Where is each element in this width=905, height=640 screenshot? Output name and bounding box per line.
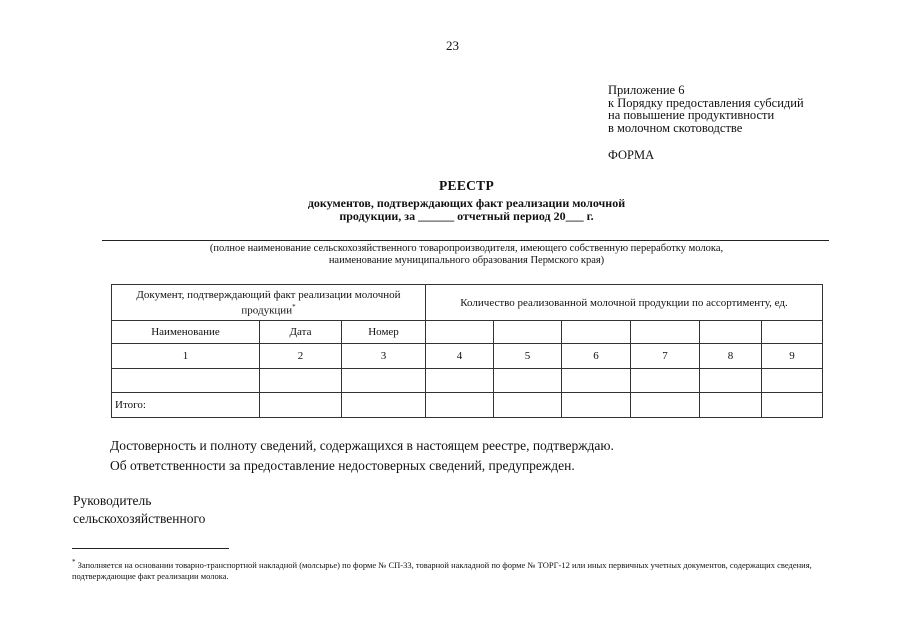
appendix-line: к Порядку предоставления субсидий — [608, 95, 804, 110]
form-label: ФОРМА — [608, 148, 655, 162]
registry-subtitle-line: продукции, за ______ отчетный период 20___ г. — [339, 209, 594, 223]
table-cell[interactable] — [494, 369, 562, 393]
appendix-line: Приложение 6 — [608, 83, 685, 97]
page-number: 23 — [446, 38, 459, 53]
table-cell[interactable] — [562, 321, 631, 344]
table-cell[interactable] — [426, 393, 494, 418]
fill-in-caption-line: (полное наименование сельскохозяйственного товаропроизводителя, имеющего собственную переработку молока, — [209, 243, 724, 254]
table-cell[interactable] — [562, 393, 631, 418]
column-number: 9 — [762, 344, 823, 369]
document-group-header-text: Документ, подтверждающий факт реализации молочной продукции — [136, 288, 401, 317]
registry-subtitle-line: документов, подтверждающих факт реализации молочной — [307, 196, 626, 210]
table-header-row — [112, 285, 823, 321]
table-cell[interactable] — [631, 393, 700, 418]
column-number: 7 — [631, 344, 700, 369]
registry-subtitle — [0, 197, 905, 223]
quantity-group-header: Количество реализованной молочной продукции по ассортименту, ед. — [426, 285, 823, 321]
table-cell[interactable] — [631, 369, 700, 393]
column-number: 1 — [112, 344, 260, 369]
total-row — [112, 393, 823, 418]
table-cell[interactable] — [762, 321, 823, 344]
appendix-line: на повышение продуктивности — [608, 108, 775, 122]
column-number: 8 — [700, 344, 762, 369]
col-header-name: Наименование — [112, 321, 260, 344]
table-cell[interactable] — [562, 369, 631, 393]
registry-table — [111, 284, 823, 418]
column-number: 2 — [260, 344, 342, 369]
signature-title-cont: сельскохозяйственного — [73, 511, 206, 526]
fill-in-caption — [0, 243, 905, 267]
table-cell[interactable] — [342, 369, 426, 393]
table-cell[interactable] — [342, 393, 426, 418]
table-cell[interactable] — [260, 393, 342, 418]
fill-in-line — [102, 240, 829, 241]
footnote-marker: * — [72, 558, 76, 566]
responsibility-statement: Об ответственности за предоставление недостоверных сведений, предупрежден. — [110, 458, 575, 473]
column-number: 4 — [426, 344, 494, 369]
table-cell[interactable] — [426, 321, 494, 344]
table-row — [112, 369, 823, 393]
table-cell[interactable] — [700, 393, 762, 418]
table-cell[interactable] — [700, 369, 762, 393]
table-cell[interactable] — [260, 369, 342, 393]
footnote — [72, 557, 862, 582]
table-cell[interactable] — [494, 321, 562, 344]
column-number-row — [112, 344, 823, 369]
column-number: 5 — [494, 344, 562, 369]
footnote-text: Заполняется на основании товарно-транспортной накладной (молсырье) по форме № СП-33, товарной накладной по форме № ТОРГ-12 или иных первичных учетных документов, содержащих сведения, подтверждающие факт реализации молока. — [72, 559, 812, 581]
column-number: 6 — [562, 344, 631, 369]
fill-in-caption-line: наименование муниципального образования Пермского края) — [328, 255, 605, 266]
col-header-number: Номер — [342, 321, 426, 344]
column-number: 3 — [342, 344, 426, 369]
table-cell[interactable] — [631, 321, 700, 344]
table-cell[interactable] — [494, 393, 562, 418]
footnote-mark: * — [292, 302, 296, 311]
table-cell[interactable] — [700, 321, 762, 344]
registry-title: РЕЕСТР — [438, 178, 495, 193]
appendix-note — [608, 84, 804, 134]
confirmation-statement: Достоверность и полноту сведений, содержащихся в настоящем реестре, подтверждаю. — [110, 438, 614, 453]
footnote-divider — [72, 548, 229, 549]
table-cell[interactable] — [762, 393, 823, 418]
table-subheader-row — [112, 321, 823, 344]
total-label: Итого: — [112, 393, 260, 418]
table-cell[interactable] — [112, 369, 260, 393]
table-cell[interactable] — [762, 369, 823, 393]
document-group-header — [112, 285, 426, 321]
signature-title: Руководитель — [73, 493, 152, 508]
table-cell[interactable] — [426, 369, 494, 393]
appendix-line: в молочном скотоводстве — [608, 120, 743, 135]
col-header-date: Дата — [260, 321, 342, 344]
